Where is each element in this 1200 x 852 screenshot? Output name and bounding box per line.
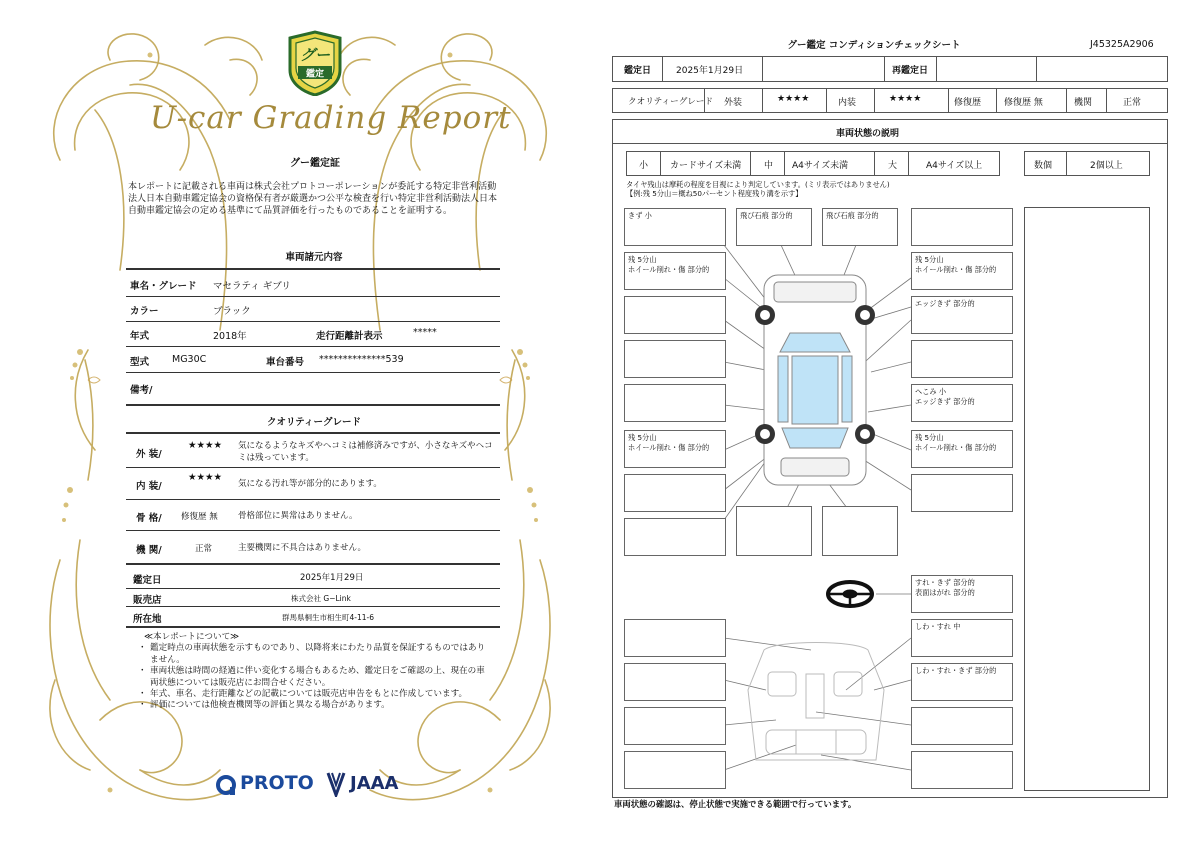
divider [126, 372, 500, 373]
date-value: 2025年1月29日 [676, 66, 744, 76]
interior-stars: ★★★★ [889, 94, 922, 104]
notes-title: ≪本レポートについて≫ [144, 632, 240, 642]
date-label: 鑑定日 [624, 66, 652, 76]
exterior-label: 外 装/ [136, 449, 162, 460]
condition-label-box [624, 707, 726, 745]
car-name-label: 車名・グレード [130, 281, 197, 292]
condition-text: すれ・きず 部分的 [915, 578, 975, 587]
condition-text: 残 5分山 [628, 255, 657, 264]
size-large-value: A4サイズ以上 [926, 161, 983, 171]
size-large-label: 大 [888, 161, 898, 171]
count-label: 数個 [1034, 161, 1053, 171]
engine-value: 正常 [1123, 98, 1142, 108]
condition-text: しわ・すれ・きず 部分的 [915, 666, 997, 675]
divider [126, 404, 500, 406]
divider [126, 626, 500, 628]
count-value: 2個以上 [1090, 161, 1123, 171]
svg-text:グー: グー [299, 46, 331, 64]
mileage-label: 走行距離計表示 [316, 331, 383, 342]
condition-text: ホイール削れ・傷 部分的 [915, 265, 997, 274]
condition-label-box [822, 506, 898, 556]
condition-text: 飛び石痕 部分的 [740, 211, 793, 220]
year-value: 2018年 [213, 331, 247, 342]
condition-text: 飛び石痕 部分的 [826, 211, 879, 220]
engine-label: 機 関/ [136, 545, 162, 556]
condition-label-box [911, 751, 1013, 789]
condition-label-box [822, 208, 898, 246]
exterior-label: 外装 [724, 98, 743, 108]
condition-label-box [624, 474, 726, 512]
frame-label: 骨 格/ [136, 513, 162, 524]
condition-text: 残 5分山 [915, 255, 944, 264]
condition-text: きず 小 [628, 211, 652, 220]
exterior-description: 気になるようなキズやヘコミは補修済みですが、小さなキズやヘコミは残っています。 [238, 441, 493, 463]
goo-appraisal-badge-icon [286, 30, 344, 96]
condition-text: ホイール削れ・傷 部分的 [628, 265, 710, 274]
repair-label: 修復歴 [954, 98, 982, 108]
address-value: 群馬県桐生市相生町4-11-6 [282, 613, 374, 622]
condition-label-box [624, 384, 726, 422]
mileage-value: ***** [413, 327, 437, 338]
condition-label-box [911, 384, 1013, 422]
jaaa-logo-text: JAAA [350, 773, 399, 794]
condition-label-box [911, 619, 1013, 657]
section-title: 車両状態の説明 [836, 129, 900, 139]
chassis-value: **************539 [319, 354, 404, 365]
grade-label: クオリティーグレード [628, 97, 714, 107]
divider [126, 296, 500, 297]
condition-label-box [624, 208, 726, 246]
car-name-value: マセラティ ギブリ [213, 281, 291, 292]
sheet-title: グー鑑定 コンディションチェックシート [787, 40, 961, 51]
divider [126, 588, 500, 589]
remarks-label: 備考/ [130, 385, 153, 396]
reappraisal-label: 再鑑定日 [892, 66, 929, 76]
divider [126, 606, 500, 607]
condition-label-box [624, 340, 726, 378]
quality-heading: クオリティーグレード [266, 417, 362, 428]
grading-certificate [0, 0, 600, 848]
condition-text: しわ・すれ 中 [915, 622, 961, 631]
note-item: ・ 評価については他検査機関等の評価と異なる場合があります。 [138, 700, 493, 711]
proto-logo-text: PROTO [240, 772, 314, 794]
condition-text: 表面はがれ 部分的 [915, 588, 975, 597]
condition-text: 残 5分山 [915, 433, 944, 442]
divider [126, 563, 500, 565]
interior-description: 気になる汚れ等が部分的にあります。 [238, 479, 382, 489]
interior-label: 内装 [838, 98, 857, 108]
divider [126, 499, 500, 500]
condition-label-box [624, 518, 726, 556]
engine-label: 機関 [1074, 98, 1093, 108]
condition-label-box [624, 430, 726, 468]
condition-label-box [736, 208, 812, 246]
condition-text: 残 5分山 [628, 433, 657, 442]
appraisal-date-label: 鑑定日 [133, 575, 162, 586]
color-value: ブラック [213, 306, 251, 317]
condition-label-box [911, 707, 1013, 745]
sheet-code: J45325A2906 [1090, 39, 1154, 50]
chassis-label: 車台番号 [266, 357, 305, 368]
condition-text: ホイール削れ・傷 部分的 [628, 443, 710, 452]
repair-value: 修復歴 無 [1004, 98, 1043, 108]
condition-label-box [911, 296, 1013, 334]
condition-label-box [624, 751, 726, 789]
model-label: 型式 [130, 357, 150, 368]
proto-logo-icon [215, 773, 239, 801]
divider [126, 321, 500, 322]
interior-label: 内 装/ [136, 481, 162, 492]
condition-check-sheet [606, 0, 1200, 848]
divider [126, 467, 500, 468]
engine-description: 主要機関に不具合はありません。 [238, 543, 367, 553]
tire-note-line: 【例:残 5分山＝概ね50パーセント程度残り溝を示す】 [626, 189, 803, 198]
year-label: 年式 [130, 331, 150, 342]
divider [126, 530, 500, 531]
note-item: ・ 年式、車名、走行距離などの記載については販売店申告をもとに作成しています。 [138, 689, 493, 700]
condition-label-box [911, 663, 1013, 701]
report-notes [138, 632, 493, 712]
script-title: U-car Grading Report [150, 100, 512, 136]
condition-label-box [911, 474, 1013, 512]
spec-heading: 車両諸元内容 [285, 252, 343, 263]
divider [126, 346, 500, 347]
dealer-label: 販売店 [133, 595, 162, 606]
appraisal-date-value: 2025年1月29日 [300, 573, 364, 583]
certificate-heading: グー鑑定証 [290, 158, 340, 169]
interior-stars: ★★★★ [188, 472, 223, 483]
condition-label-box [911, 208, 1013, 246]
note-item: ・ 鑑定時点の車両状態を示すものであり、以降将来にわたり品質を保証するものではありません。 [138, 643, 493, 666]
exterior-stars: ★★★★ [188, 440, 223, 451]
tire-note-line: タイヤ残山は摩耗の程度を目視により判定しています。(ミリ表示ではありません) [626, 180, 890, 189]
condition-label-box [624, 252, 726, 290]
divider [126, 268, 500, 270]
condition-text: エッジきず 部分的 [915, 299, 975, 308]
frame-description: 骨格部位に異常はありません。 [238, 511, 358, 521]
condition-label-box [911, 430, 1013, 468]
condition-text: エッジきず 部分的 [915, 397, 975, 406]
engine-value: 正常 [195, 544, 213, 554]
condition-label-box [736, 506, 812, 556]
certificate-statement: 本レポートに記載される車両は株式会社プロトコーポレーションが委託する特定非営利活動法人日本自動車鑑定協会の資格保有者が厳選かつ公平な検査を行い特定非営利活動法人日本自動車鑑定協会の定める基準にて品質評価を行ったものであることを証明する。 [128, 182, 498, 216]
color-label: カラー [130, 306, 159, 317]
condition-text: へこみ 小 [915, 387, 947, 396]
size-mid-value: A4サイズ未満 [792, 161, 849, 171]
size-mid-label: 中 [764, 161, 774, 171]
svg-text:鑑定: 鑑定 [305, 69, 325, 80]
condition-text: ホイール削れ・傷 部分的 [915, 443, 997, 452]
size-small-value: カードサイズ未満 [670, 161, 742, 171]
condition-label-box [624, 296, 726, 334]
condition-label-box [911, 575, 1013, 613]
frame-value: 修復歴 無 [181, 512, 218, 522]
dealer-value: 株式会社 G−Link [291, 594, 351, 603]
footer-note: 車両状態の確認は、停止状態で実施できる範囲で行っています。 [614, 799, 857, 809]
model-value: MG30C [172, 354, 207, 365]
size-small-label: 小 [639, 161, 649, 171]
condition-label-box [624, 663, 726, 701]
address-label: 所在地 [133, 614, 162, 625]
exterior-stars: ★★★★ [777, 94, 810, 104]
condition-label-box [911, 340, 1013, 378]
condition-label-box [911, 252, 1013, 290]
condition-label-box [624, 619, 726, 657]
jaaa-logo-icon [326, 771, 346, 801]
note-item: ・ 車両状態は時間の経過に伴い変化する場合もあるため、鑑定日をご確認の上、現在の車両状態については販売店にお問合せください。 [138, 666, 493, 689]
divider [126, 432, 500, 434]
